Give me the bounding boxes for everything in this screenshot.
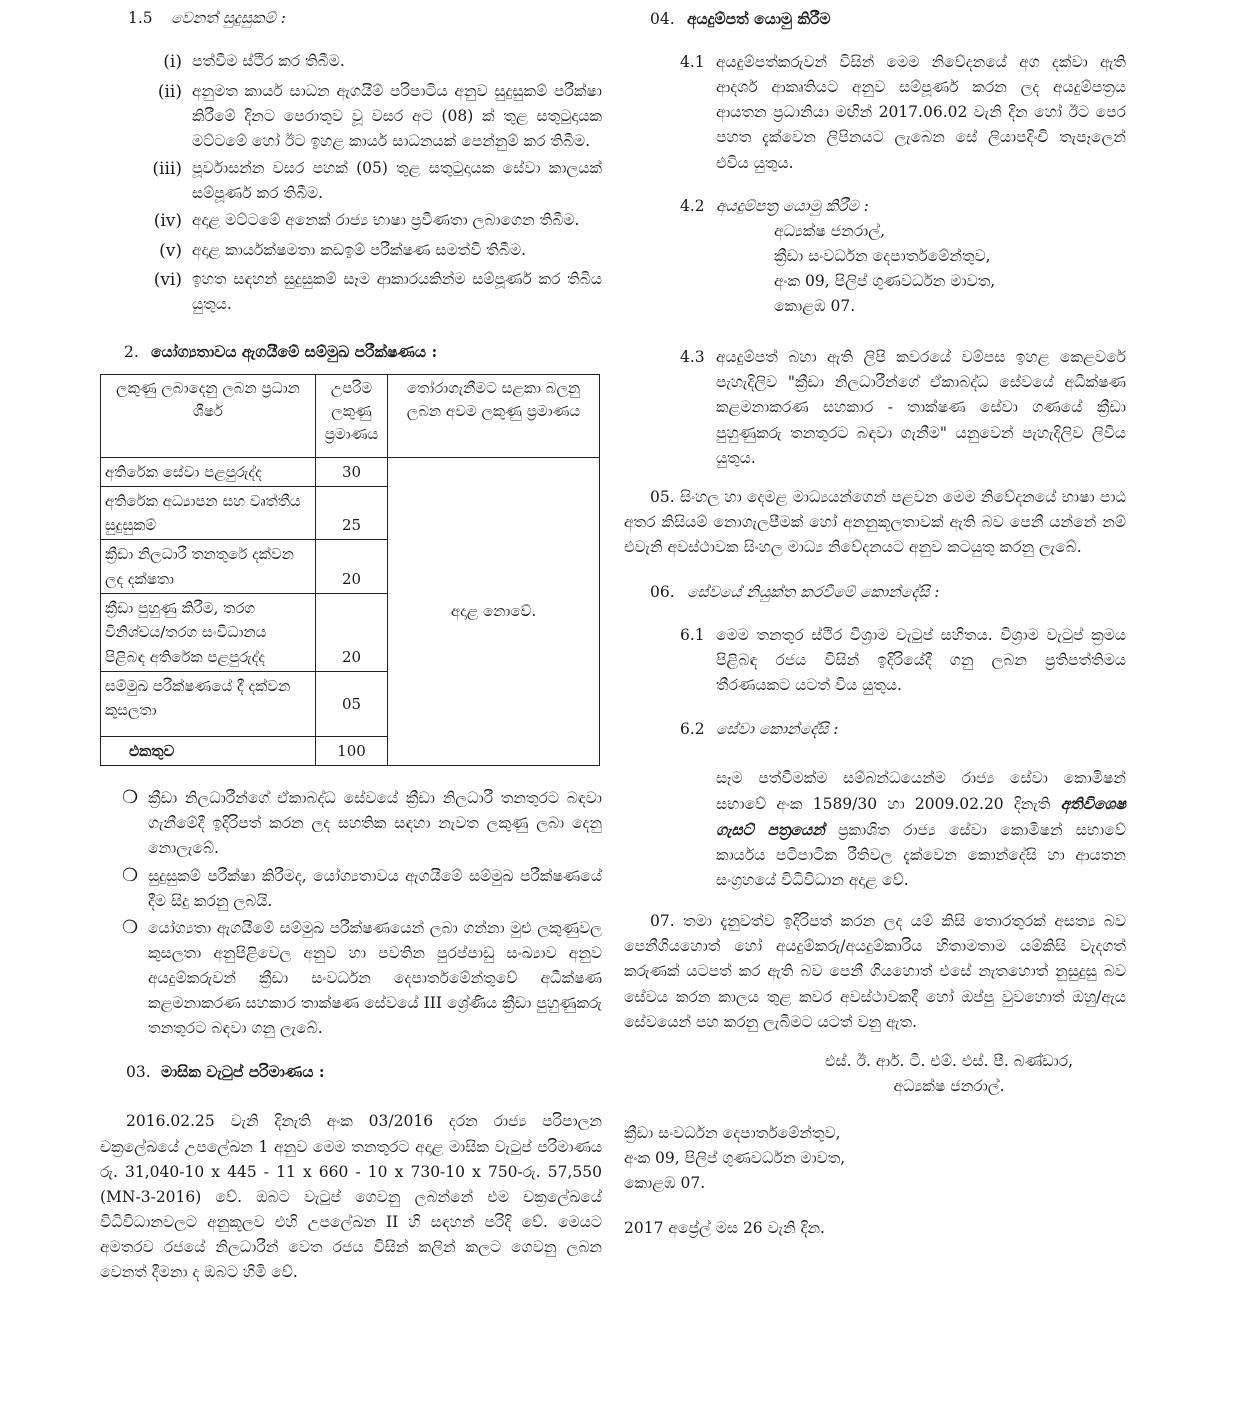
section-3-heading — [100, 1059, 602, 1085]
section-title: අයදුම්පත්‍ර යොමු කිරීම : — [716, 196, 869, 215]
section-title: මාසික වැටුප් පරිමාණය : — [160, 1062, 325, 1082]
section-number: 4.2 — [680, 196, 705, 215]
circle-bullet-icon: ❍ — [122, 864, 139, 886]
list-item: ❍ ක්‍රීඩා නිලධාරීන්ගේ ඒකාබද්ධ සේවයේ ක්‍රීඩා නිලධාරී තනතුරට බඳවා ගැනීමේදී ඉදිරිපත් කරන ලද සහතික සඳහා නැවත ලකුණු ලබා දෙනු නොලැබේ. — [100, 786, 602, 861]
section-number: 06. — [650, 583, 675, 602]
signatory-name: එස්. ඊ. ආර්. ටී. එම්. එස්. පී. බණ්ඩාර, — [824, 1051, 1074, 1070]
table-cell-mark: 25 — [316, 486, 388, 540]
section-text: මෙම තනතුර ස්ථිර විශ්‍රාම වැටුප් සහිතය. විශ්‍රාම වැටුප් ක්‍රමය පිළිබඳ රජය විසින් ඉදිරියේදී ගනු ලබන ප්‍රතිපත්තිමය තීරණයකට යටත් විය යුතුය. — [716, 626, 1126, 695]
qualifications-list — [100, 49, 602, 317]
table-cell-mark: 20 — [316, 540, 388, 594]
table-cell-mark: 05 — [316, 671, 388, 736]
section-number: 05. — [650, 487, 675, 506]
signatory-title: අධ්‍යක්ෂ ජනරාල්. — [893, 1076, 1005, 1095]
list-item: (iv) අදාළ මට්ටමේ අනෙක් රාජ්‍ය භාෂා ප්‍රවීණතා ලබාගෙන තිබීම. — [153, 211, 580, 232]
left-column — [100, 6, 602, 1285]
section-number: 07. — [650, 912, 675, 931]
section-6-1 — [624, 623, 1126, 698]
section-number: 04. — [650, 10, 675, 28]
section-7 — [624, 909, 1126, 1035]
service-conditions-paragraph: සෑම පත්වීමක්ම සම්බන්ධයෙන්ම රාජ්‍ය සේවා කොමිෂන් සභාවේ අංක 1589/30 හා 2009.02.20 දිනැති අතිවිශෙෂ ගැසට් පත්‍රයෙන් ප්‍රකාශිත රාජ්‍ය සේවා කොමිෂන් සභාවේ කාර්යය පටිපාටික රීතිවල දැක්වෙන කොන්දේසි හා ආයතන සංග්‍රහයේ විධිවිධාන අදාළ වේ. — [716, 768, 1126, 890]
list-item: ❍ යෝග්‍යතා ඇගයීමේ සම්මුඛ පරීක්ෂණයෙන් ලබා ගන්නා මුළු ලකුණුවල කුසලතා අනුපිළිවෙල අනුව හා පවතින පුරප්පාඩු සංඛ්‍යාව අනුව අයදුම්කරුවන් ක්‍රීඩා සංවර්ධන දෙපාර්තමේන්තුවේ අධීක්ෂණ කළමනාකරණ සහකාර තාක්ෂණ සේවයේ III ශ්‍රේණිය ක්‍රීඩා පුහුණුකරු තනතුරට බඳවා ගනු ලැබේ. — [100, 916, 602, 1042]
right-column — [624, 6, 1126, 1241]
section-title: වෙනත් සුදුසුකම් : — [170, 9, 286, 27]
table-header: තෝරාගැනීමට සළකා බලනු ලබන අවම ලකුණු ප්‍රමාණය — [388, 374, 600, 457]
section-4-2 — [624, 194, 1126, 219]
section-number: 1.5 — [128, 9, 153, 27]
list-item: ❍ සුදුසුකම් පරීක්ෂා කිරීමද, යෝග්‍යතාවය ඇගයීමේ සම්මුඛ පරීක්ෂණයේ දීම සිදු කරනු ලබයි. — [100, 864, 602, 914]
section-text: අයදුම්පත්කරුවන් විසින් මෙම නිවේදනයේ අග දක්වා ඇති ආදර්ශ ආකෘතියට අනුව සම්පූර්ණ කරන ලද අයදුම්පත්‍රය ආයතන ප්‍රධානියා මඟින් 2017.06.02 වැනි දින හෝ ඊට පෙර පහත දැක්වෙන ලිපිනයට ලැබෙන සේ ලියාපදිංචි තැපෑලෙන් එවිය යුතුය. — [716, 53, 1126, 172]
section-6-heading — [624, 580, 1126, 605]
notice-date: 2017 අප්‍රේල් මස 26 වැනි දින. — [624, 1219, 825, 1238]
section-4-3 — [624, 345, 1126, 471]
department-address: ක්‍රීඩා සංවර්ධන දෙපාර්තමේන්තුව, අංක 09, පිලිප් ගුණවර්ධන මාවත, කොළඹ 07. — [624, 1123, 846, 1193]
section-title: යෝග්‍යතාවය ඇගයීමේ සම්මුඛ පරීක්ෂණය : — [150, 342, 438, 362]
section-1-5-heading — [100, 6, 602, 31]
section-5 — [624, 485, 1126, 560]
marks-table — [100, 374, 600, 767]
table-cell-not-applicable: අදාළ නොවේ. — [388, 457, 600, 766]
section-number: 2. — [124, 343, 139, 362]
section-number: 03. — [126, 1063, 151, 1082]
section-number: 4.1 — [680, 53, 705, 72]
notes-list — [100, 786, 602, 1041]
section-title: අයදුම්පත් යොමු කිරීම — [686, 9, 831, 28]
list-item: (v) අදාළ කාර්යක්ෂමතා කඩඉම් පරීක්ෂණ සමත්වී තිබීම. — [159, 240, 527, 261]
table-cell-mark: 30 — [316, 457, 388, 486]
submission-address: අධ්‍යක්ෂ ජනරාල්, ක්‍රීඩා සංවර්ධන දෙපාර්තමේන්තුව, අංක 09, පිලිප් ගුණවර්ධන මාවත, කොළඹ 07. — [774, 221, 996, 316]
section-4-1 — [624, 50, 1126, 176]
table-cell-label: අතිරේක අධ්‍යාපන සහ වෘත්තීය සුදුසුකම් — [101, 486, 316, 540]
list-item: (ii) අනුමත කාර්ය සාධන ඇගයීම් පරිපාටිය අනුව සුදුසුකම් පරීක්ෂා කිරීමේ දිනට පෙරාතුව වූ වසර අට (08) ක් තුළ සතුටුදායක මට්ටමේ හෝ ඊට ඉහළ කාර්ය සාධනයක් පෙන්නුම් කර තිබීම. — [157, 81, 602, 150]
section-text: සිංහල හා දෙමළ මාධ්‍යයන්ගෙන් පළවන මෙම නිවේදනයේ භාෂා පාඨ අතර කිසියම් නොගැලපීමක් හෝ අනනුකූලතාවක් ඇති බව පෙනී යන්නේ නම් එවැනි අවස්ථාවක සිංහල මාධ්‍ය නිවේදනයට අනුව කටයුතු කරනු ලැබේ. — [624, 487, 1126, 556]
section-4-heading — [624, 6, 1126, 32]
section-6-2 — [624, 717, 1126, 742]
table-cell-mark: 20 — [316, 594, 388, 672]
table-cell-label: ක්‍රීඩා නිලධාරී තනතුරේ දක්වන ලද දක්ෂතා — [101, 540, 316, 594]
table-cell-label: අතිරේක සේවා පළපුරුද්ද — [101, 457, 316, 486]
section-number: 6.1 — [680, 626, 705, 645]
table-total-mark: 100 — [316, 736, 388, 765]
table-cell-label: ක්‍රීඩා පුහුණු කිරීම, තරග විනිශ්චය/තරග සංවිධානය පිළිබඳ අතිරේක පළපුරුද්ද — [101, 594, 316, 672]
table-header: ලකුණු ලබාදෙනු ලබන ප්‍රධාන ශීර්ෂ — [101, 374, 316, 457]
table-header: උපරිම ලකුණු ප්‍රමාණය — [316, 374, 388, 457]
section-2-heading — [100, 339, 602, 365]
table-header-row — [101, 374, 600, 457]
section-number: 4.3 — [680, 348, 705, 367]
list-item: (iii) පූර්වාසන්න වසර පහක් (05) තුළ සතුටුදායක සේවා කාලයක් සම්පූර්ණ කර තිබීම. — [152, 158, 602, 203]
table-total-label: එකතුව — [101, 736, 316, 765]
signature-block — [624, 1049, 1114, 1099]
circle-bullet-icon: ❍ — [122, 916, 139, 938]
section-title: සේවයේ නියුක්ත කරවීමේ කොන්දේසි : — [686, 583, 940, 602]
salary-paragraph: 2016.02.25 වැනි දිනැති අංක 03/2016 දරන රාජ්‍ය පරිපාලන චක්‍රලේඛයේ උපලේඛන 1 අනුව මෙම තනතුරට අදාළ මාසික වැටුප් පරිමාණය රු. 31,040-10 x 445 - 11 x 660 - 10 x 730-10 x 750-රු. 57,550 (MN-3-2016) වේ. ඔබට වැටුප් ගෙවනු ලබන්නේ එම චක්‍රලේඛයේ විධිවිධානවලට අනුකූලව එහි උපලේඛන II හි සඳහන් පරිදි වේ. මෙයට අමතරව රජයේ නිලධාරීන් වෙත රජය විසින් කලින් කලට ගෙවනු ලබන වෙනත් දීමනා ද ඔබට හිමි වේ. — [100, 1112, 602, 1282]
list-item: (vi) ඉහත සඳහන් සුදුසුකම් සෑම ආකාරයකින්ම සම්පූර්ණ කර තිබිය යුතුය. — [153, 270, 602, 314]
table-cell-label: සම්මුඛ පරීක්ෂණයේ දී දක්වන කුසලතා — [101, 671, 316, 736]
section-text: තමා දැනුවත්ව ඉදිරිපත් කරන ලද යම් කිසි තොරතුරක් අසත්‍ය බව පෙනීගියහොත් හෝ අයදුම්කරු/අයදුම්කාරිය හිතාමතාම යම්කිසි වැදගත් කරුණක් යටපත් කර ඇති බව පෙනී ගියහොත් එසේ නැතහොත් නුසුදුසු බව සේවය කරන කාලය තුළ කවර අවස්ථාවකදී හෝ ඔප්පු වුවහොත් ඔහු/ඇය සේවයෙන් පහ කරනු ලැබීමට යටත් වනු ඇත. — [624, 912, 1126, 1031]
section-title: සේවා කොන්දේසි : — [716, 719, 839, 738]
list-item: (i) පත්වීම ස්ථිර කර තිබීම. — [163, 52, 345, 73]
table-row — [101, 457, 600, 486]
circle-bullet-icon: ❍ — [122, 787, 139, 809]
section-text: අයදුම්පත් බහා ඇති ලිපි කවරයේ වම්පස ඉහළ කෙළවරේ පැහැදිලිව "ක්‍රීඩා නිලධාරීන්ගේ ඒකාබද්ධ සේවයේ අධීක්ෂණ කළමනාකරණ සහකාර - තාක්ෂණ සේවා ගණයේ ක්‍රීඩා පුහුණුකරු තනතුරට බඳවා ගැනීම" යනුවෙන් පැහැදිලිව ලිවිය යුතුය. — [716, 348, 1126, 467]
section-number: 6.2 — [680, 719, 705, 738]
